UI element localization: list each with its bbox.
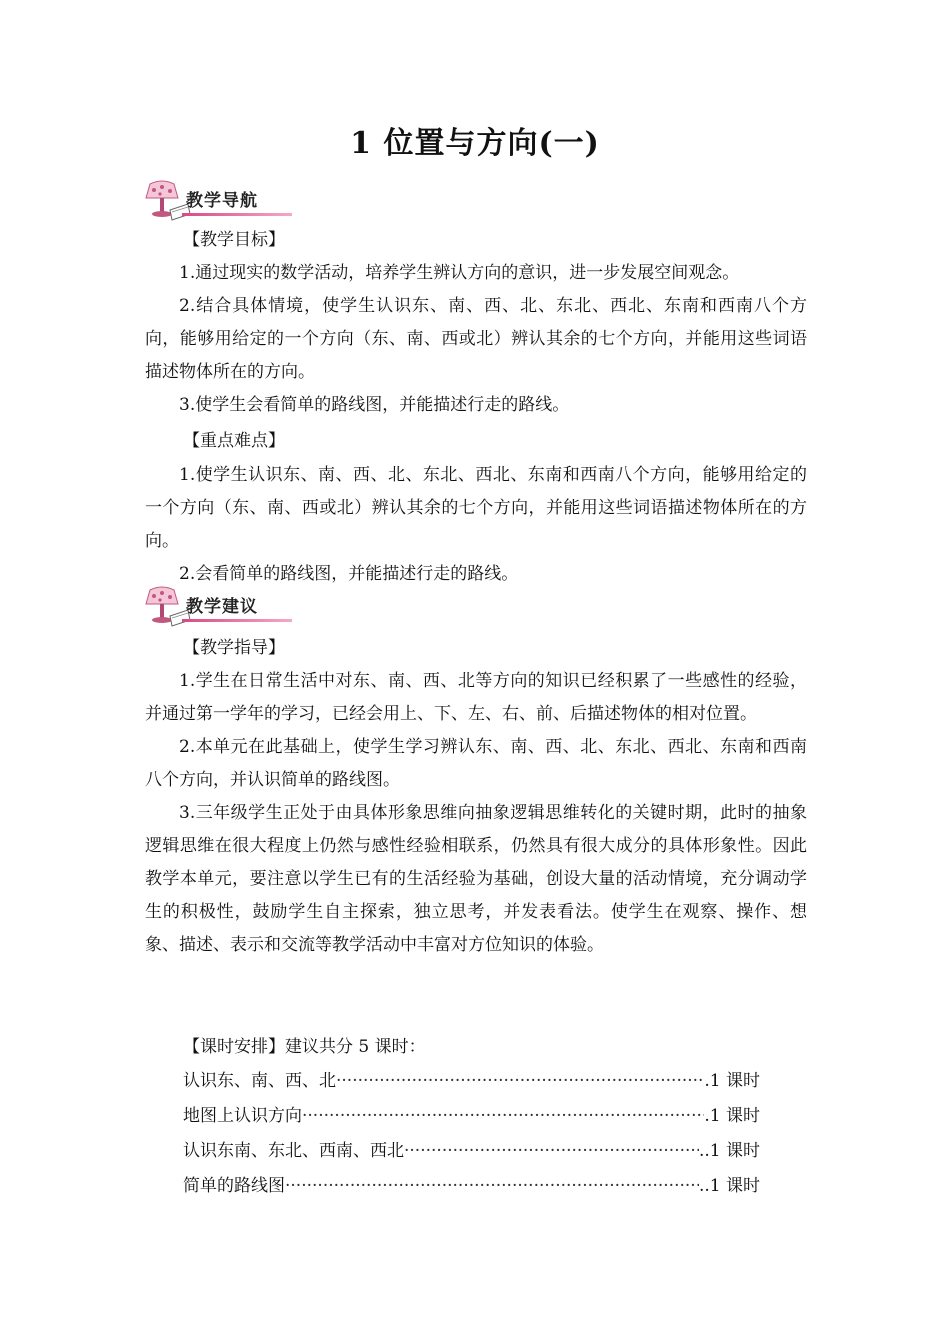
guidance-item: 1.学生在日常生活中对东、南、西、北等方向的知识已经积累了一些感性的经验，并通过第一学年的学习，已经会用上、下、左、右、前、后描述物体的相对位置。 [145,671,807,724]
schedule-topic: 认识东南、东北、西南、西北 [183,1141,404,1161]
schedule-topic: 简单的路线图 [183,1176,285,1196]
page-title: 1 位置与方向(一) [350,126,600,161]
keypoints-list [145,459,807,591]
schedule-hours: .1 课时 [704,1071,760,1091]
guidance-list [145,665,807,962]
goal-item: 3.使学生会看简单的路线图，并能描述行走的路线。 [179,395,570,415]
goal-item: 2.结合具体情境，使学生认识东、南、西、北、东北、西北、东南和西南八个方向，能够用给定的一个方向（东、南、西或北）辨认其余的七个方向，并能用这些词语描述物体所在的方向。 [145,296,807,382]
schedule-hours: .1 课时 [704,1106,760,1126]
schedule-row [183,1065,760,1098]
guidance-item: 2.本单元在此基础上，使学生学习辨认东、南、西、北、东北、西北、东南和西南八个方向，并认识简单的路线图。 [145,737,807,790]
schedule-topic: 认识东、南、西、北 [183,1071,336,1091]
guidance-item: 3.三年级学生正处于由具体形象思维向抽象逻辑思维转化的关键时期，此时的抽象逻辑思维在很大程度上仍然与感性经验相联系，仍然具有很大成分的具体形象性。因此教学本单元，要注意以学生已有的生活经验为基础，创设大量的活动情境，充分调动学生的积极性，鼓励学生自主探索，独立思考，并发表看法。使学生在观察、操作、想象、描述、表示和交流等教学活动中丰富对方位知识的体验。 [145,803,807,955]
section-header-nav [142,180,312,222]
section-underline [182,213,292,216]
guidance-heading: 【教学指导】 [183,638,285,658]
goals-list [145,257,807,422]
section-underline [182,619,292,622]
schedule-row [183,1170,760,1203]
keypoint-item: 1.使学生认识东、南、西、北、东北、西北、东南和西南八个方向，能够用给定的一个方向（东、南、西或北）辨认其余的七个方向，并能用这些词语描述物体所在的方向。 [145,465,807,551]
keypoints-heading: 【重点难点】 [183,431,285,451]
leader-dots [336,1065,704,1098]
schedule-hours: ..1 课时 [698,1141,760,1161]
leader-dots [404,1135,699,1168]
section-label: 教学导航 [186,191,258,211]
section-label: 教学建议 [186,597,258,617]
goals-heading: 【教学目标】 [183,230,285,250]
schedule-heading: 【课时安排】建议共分 5 课时： [183,1037,426,1057]
leader-dots [285,1170,699,1203]
keypoint-item: 2.会看简单的路线图，并能描述行走的路线。 [179,564,519,584]
goal-item: 1.通过现实的数学活动，培养学生辨认方向的意识，进一步发展空间观念。 [179,263,740,283]
schedule-row [183,1135,760,1168]
section-header-advice [142,586,312,628]
leader-dots [302,1100,704,1133]
schedule-topic: 地图上认识方向 [183,1106,302,1126]
schedule-row [183,1100,760,1133]
schedule-hours: ..1 课时 [698,1176,760,1196]
